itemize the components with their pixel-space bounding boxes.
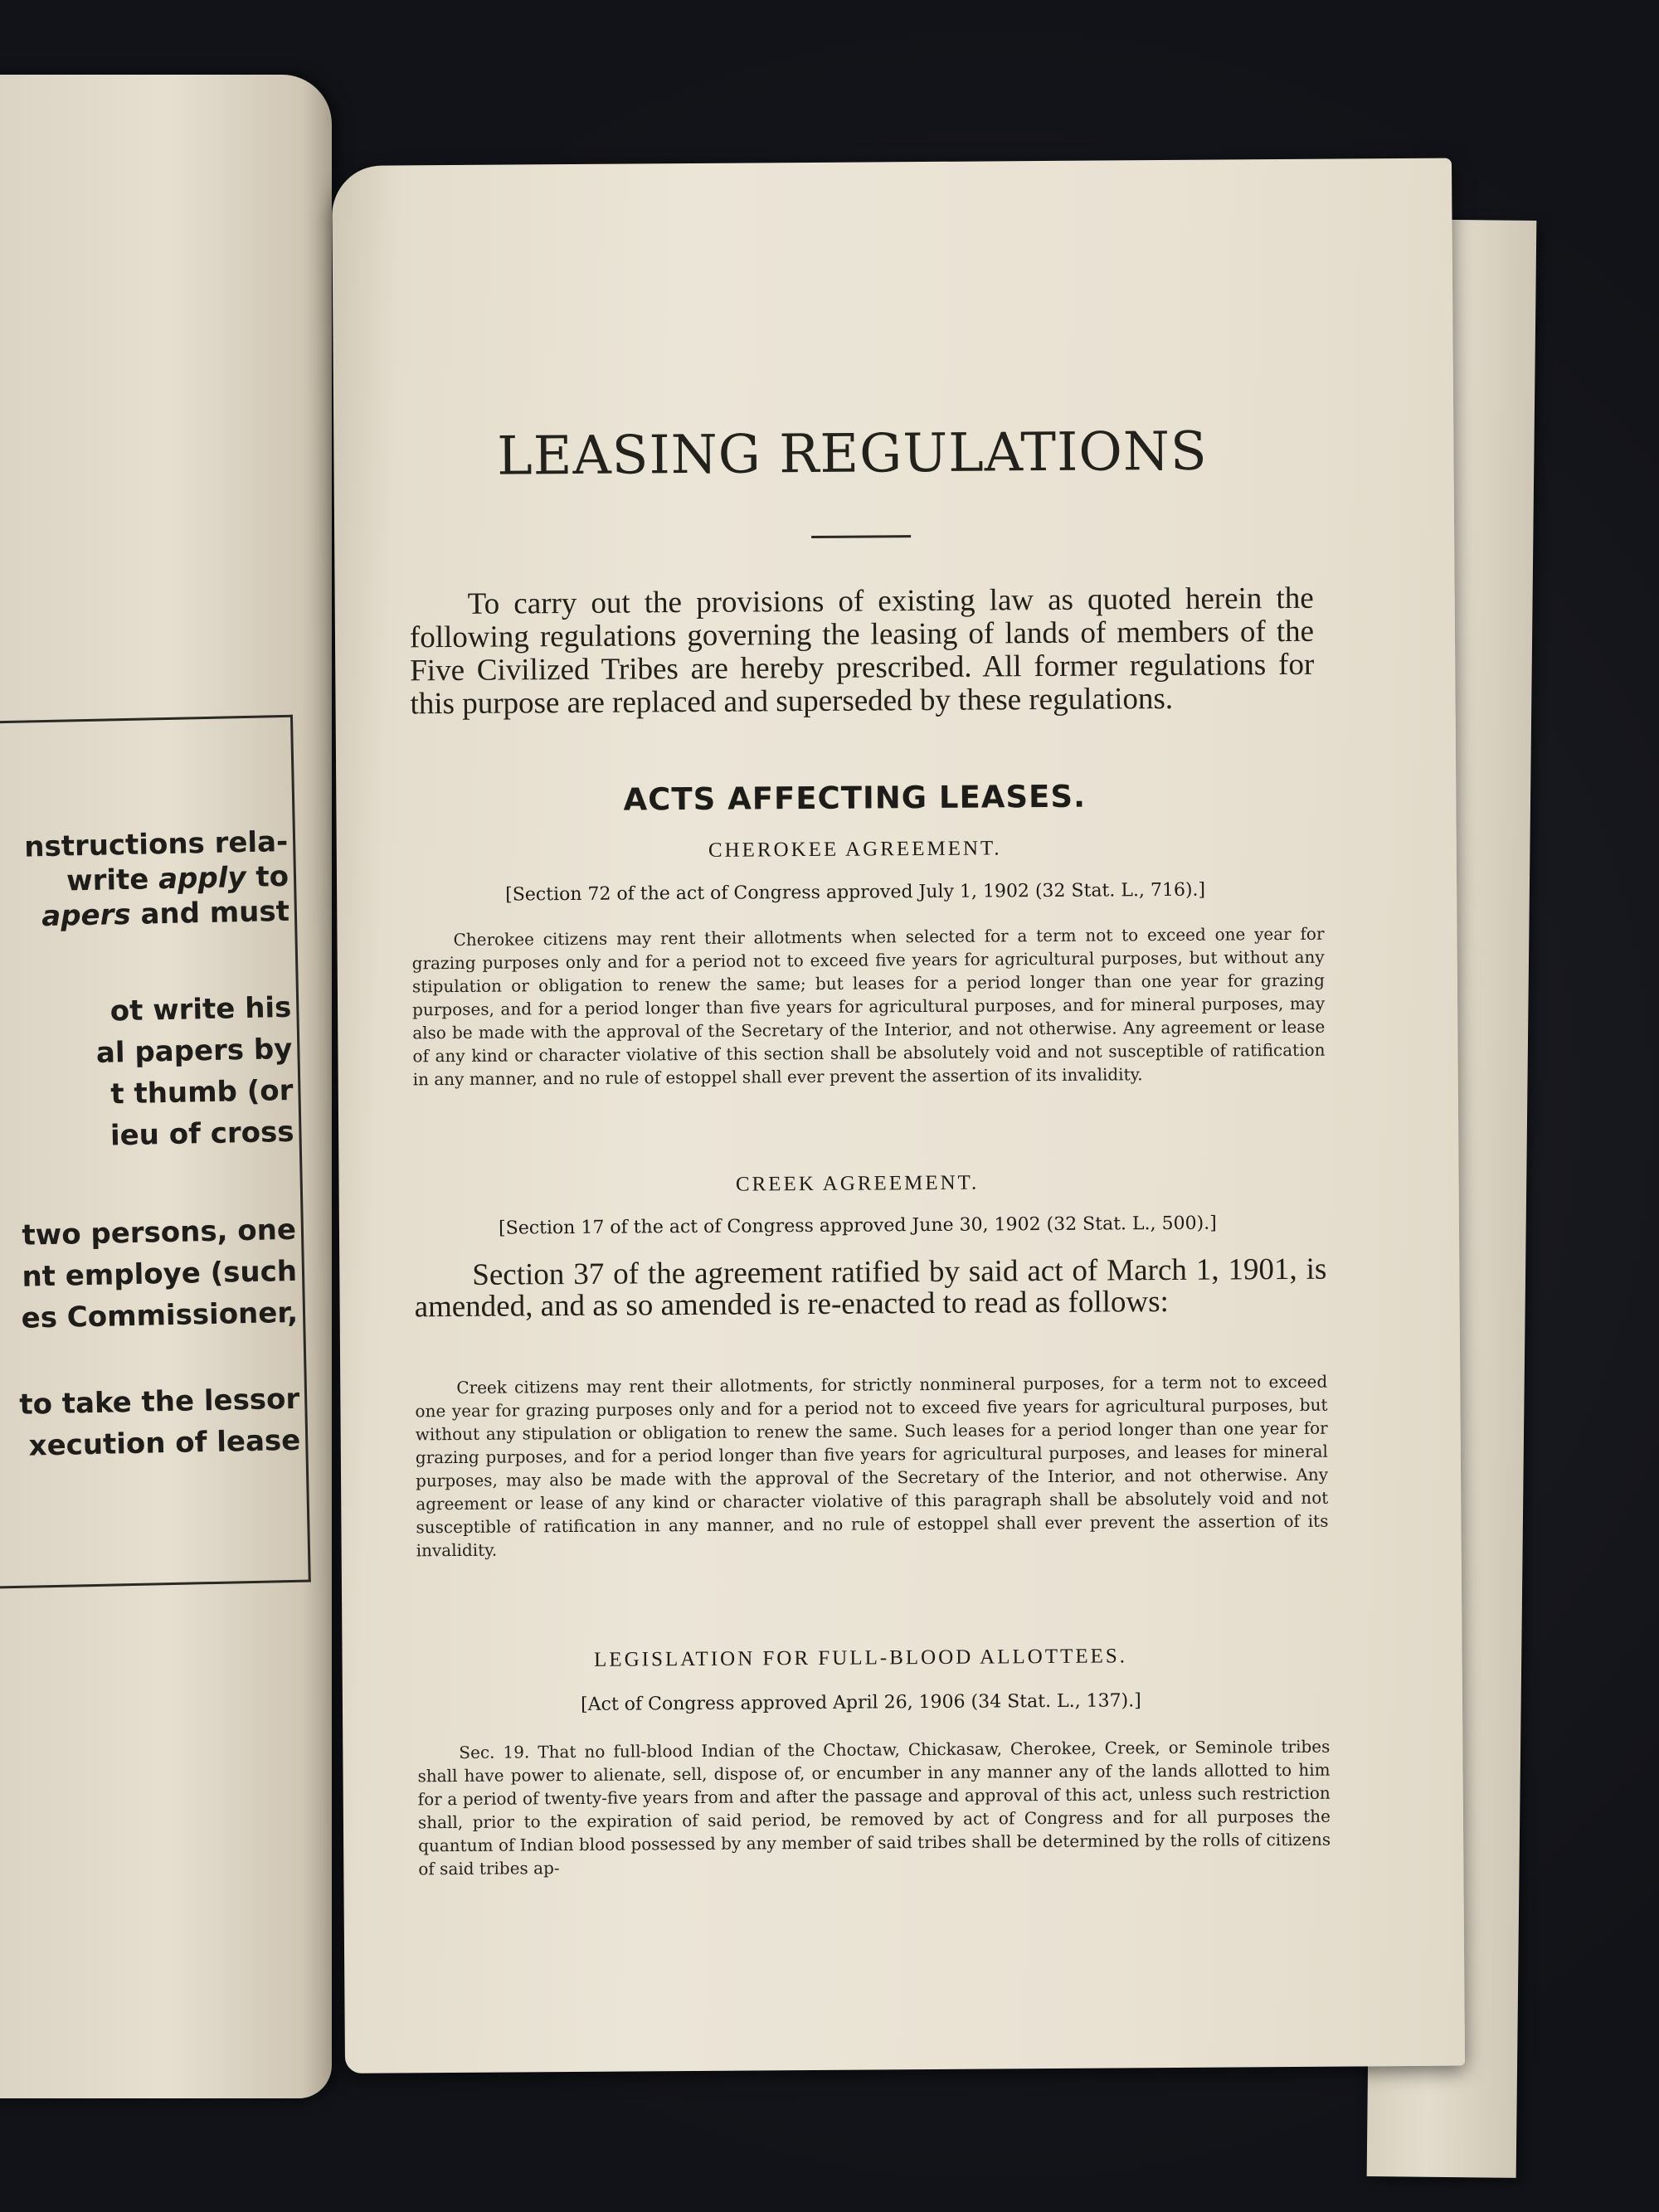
left-line: t thumb (or: [110, 1073, 294, 1111]
creek-citation: [Section 17 of the act of Congress approved June 30, 1902 (32 Stat. L., 500).]: [499, 1213, 1217, 1239]
left-page-text: [6, 824, 301, 1463]
cherokee-heading: CHEROKEE AGREEMENT.: [708, 837, 1002, 862]
page-title: LEASING REGULATIONS: [496, 421, 1208, 488]
cherokee-citation: [Section 72 of the act of Congress approved July 1, 1902 (32 Stat. L., 716).]: [505, 879, 1206, 906]
left-page: [0, 75, 332, 2098]
left-line: xecution of lease: [28, 1423, 301, 1463]
left-line: al papers by: [95, 1032, 293, 1070]
left-line-emphasis: apply: [158, 860, 246, 897]
left-line: [41, 895, 289, 933]
fullblood-text: Sec. 19. That no full-blood Indian of the Choctaw, Chickasaw, Cherokee, Creek, or Seminole tribes shall have power to alienate, sell, dispose of, or encumber in any manner any of the lands allotted to him for a period of twenty-five years from and after the passage and approval of this act, unless such restriction shall, prior to the expiration of said period, be removed by act of Congress and for all purposes the quantum of Indian blood possessed by any member of said tribes shall be determined by the rolls of citizens of said tribes ap-: [417, 1736, 1331, 1879]
left-line-emphasis: apers: [41, 897, 132, 934]
left-line: [66, 860, 289, 898]
acts-affecting-leases-heading: ACTS AFFECTING LEASES.: [623, 778, 1087, 818]
main-page: [332, 158, 1465, 2073]
left-line: ot write his: [109, 990, 292, 1028]
left-line-part: to: [246, 859, 289, 894]
creek-text: Creek citizens may rent their allotments, for strictly nonmineral purposes, for a term not to exceed one year for grazing purposes only and for a period not to exceed five years for agricultural purposes, but without any stipulation or obligation to renew the same. Such leases for a period longer than one year for grazing purposes, and for a period longer than five years for agricultural purposes, and leases for mineral purposes, may also be made with the approval of the Secretary of the Interior, and not otherwise. Any agreement or lease of any kind or character violative of this paragraph shall be absolutely void and not susceptible of ratification in any manner, and no rule of estoppel shall ever prevent the assertion of its invalidity.: [415, 1371, 1329, 1561]
cherokee-text: Cherokee citizens may rent their allotments when selected for a term not to exceed one year for grazing purposes only and for a period not to exceed five years for agricultural purposes, but without any stipulation or obligation to renew the same; but leases for a period longer than one year for grazing purposes, and for a period longer than five years for agricultural purposes, and for mineral purposes, may also be made with the approval of the Secretary of the Interior, and not otherwise. Any agreement or lease of any kind or character violative of this section shall be absolutely void and not susceptible of ratification in any manner, and no rule of estoppel shall ever prevent the assertion of its invalidity.: [411, 923, 1326, 1090]
creek-intro: Section 37 of the agreement ratified by said act of March 1, 1901, is amended, and as so amended is re-enacted to read as follows:: [414, 1252, 1327, 1325]
left-line: ieu of cross: [109, 1115, 294, 1153]
title-rule: [811, 535, 911, 538]
fullblood-heading: LEGISLATION FOR FULL-BLOOD ALLOTTEES.: [594, 1645, 1128, 1671]
instruction-box: [0, 715, 311, 1589]
left-line: es Commissioner,: [21, 1296, 299, 1335]
left-line: nstructions rela-: [23, 824, 289, 864]
left-line-part: write: [66, 863, 159, 898]
left-line: nt employe (such: [22, 1254, 298, 1294]
fullblood-citation: [Act of Congress approved April 26, 1906 (34 Stat. L., 137).]: [581, 1690, 1141, 1715]
intro-paragraph: To carry out the provisions of existing law as quoted herein the following regulations governing the leasing of lands of members of the Five Civilized Tribes are hereby prescribed. All former regulations for this purpose are replaced and superseded by these regulations.: [409, 581, 1315, 722]
left-line: two persons, one: [22, 1213, 297, 1252]
left-line-part: and must: [130, 894, 290, 931]
left-line: to take the lessor: [18, 1382, 300, 1422]
creek-heading: CREEK AGREEMENT.: [735, 1171, 980, 1196]
